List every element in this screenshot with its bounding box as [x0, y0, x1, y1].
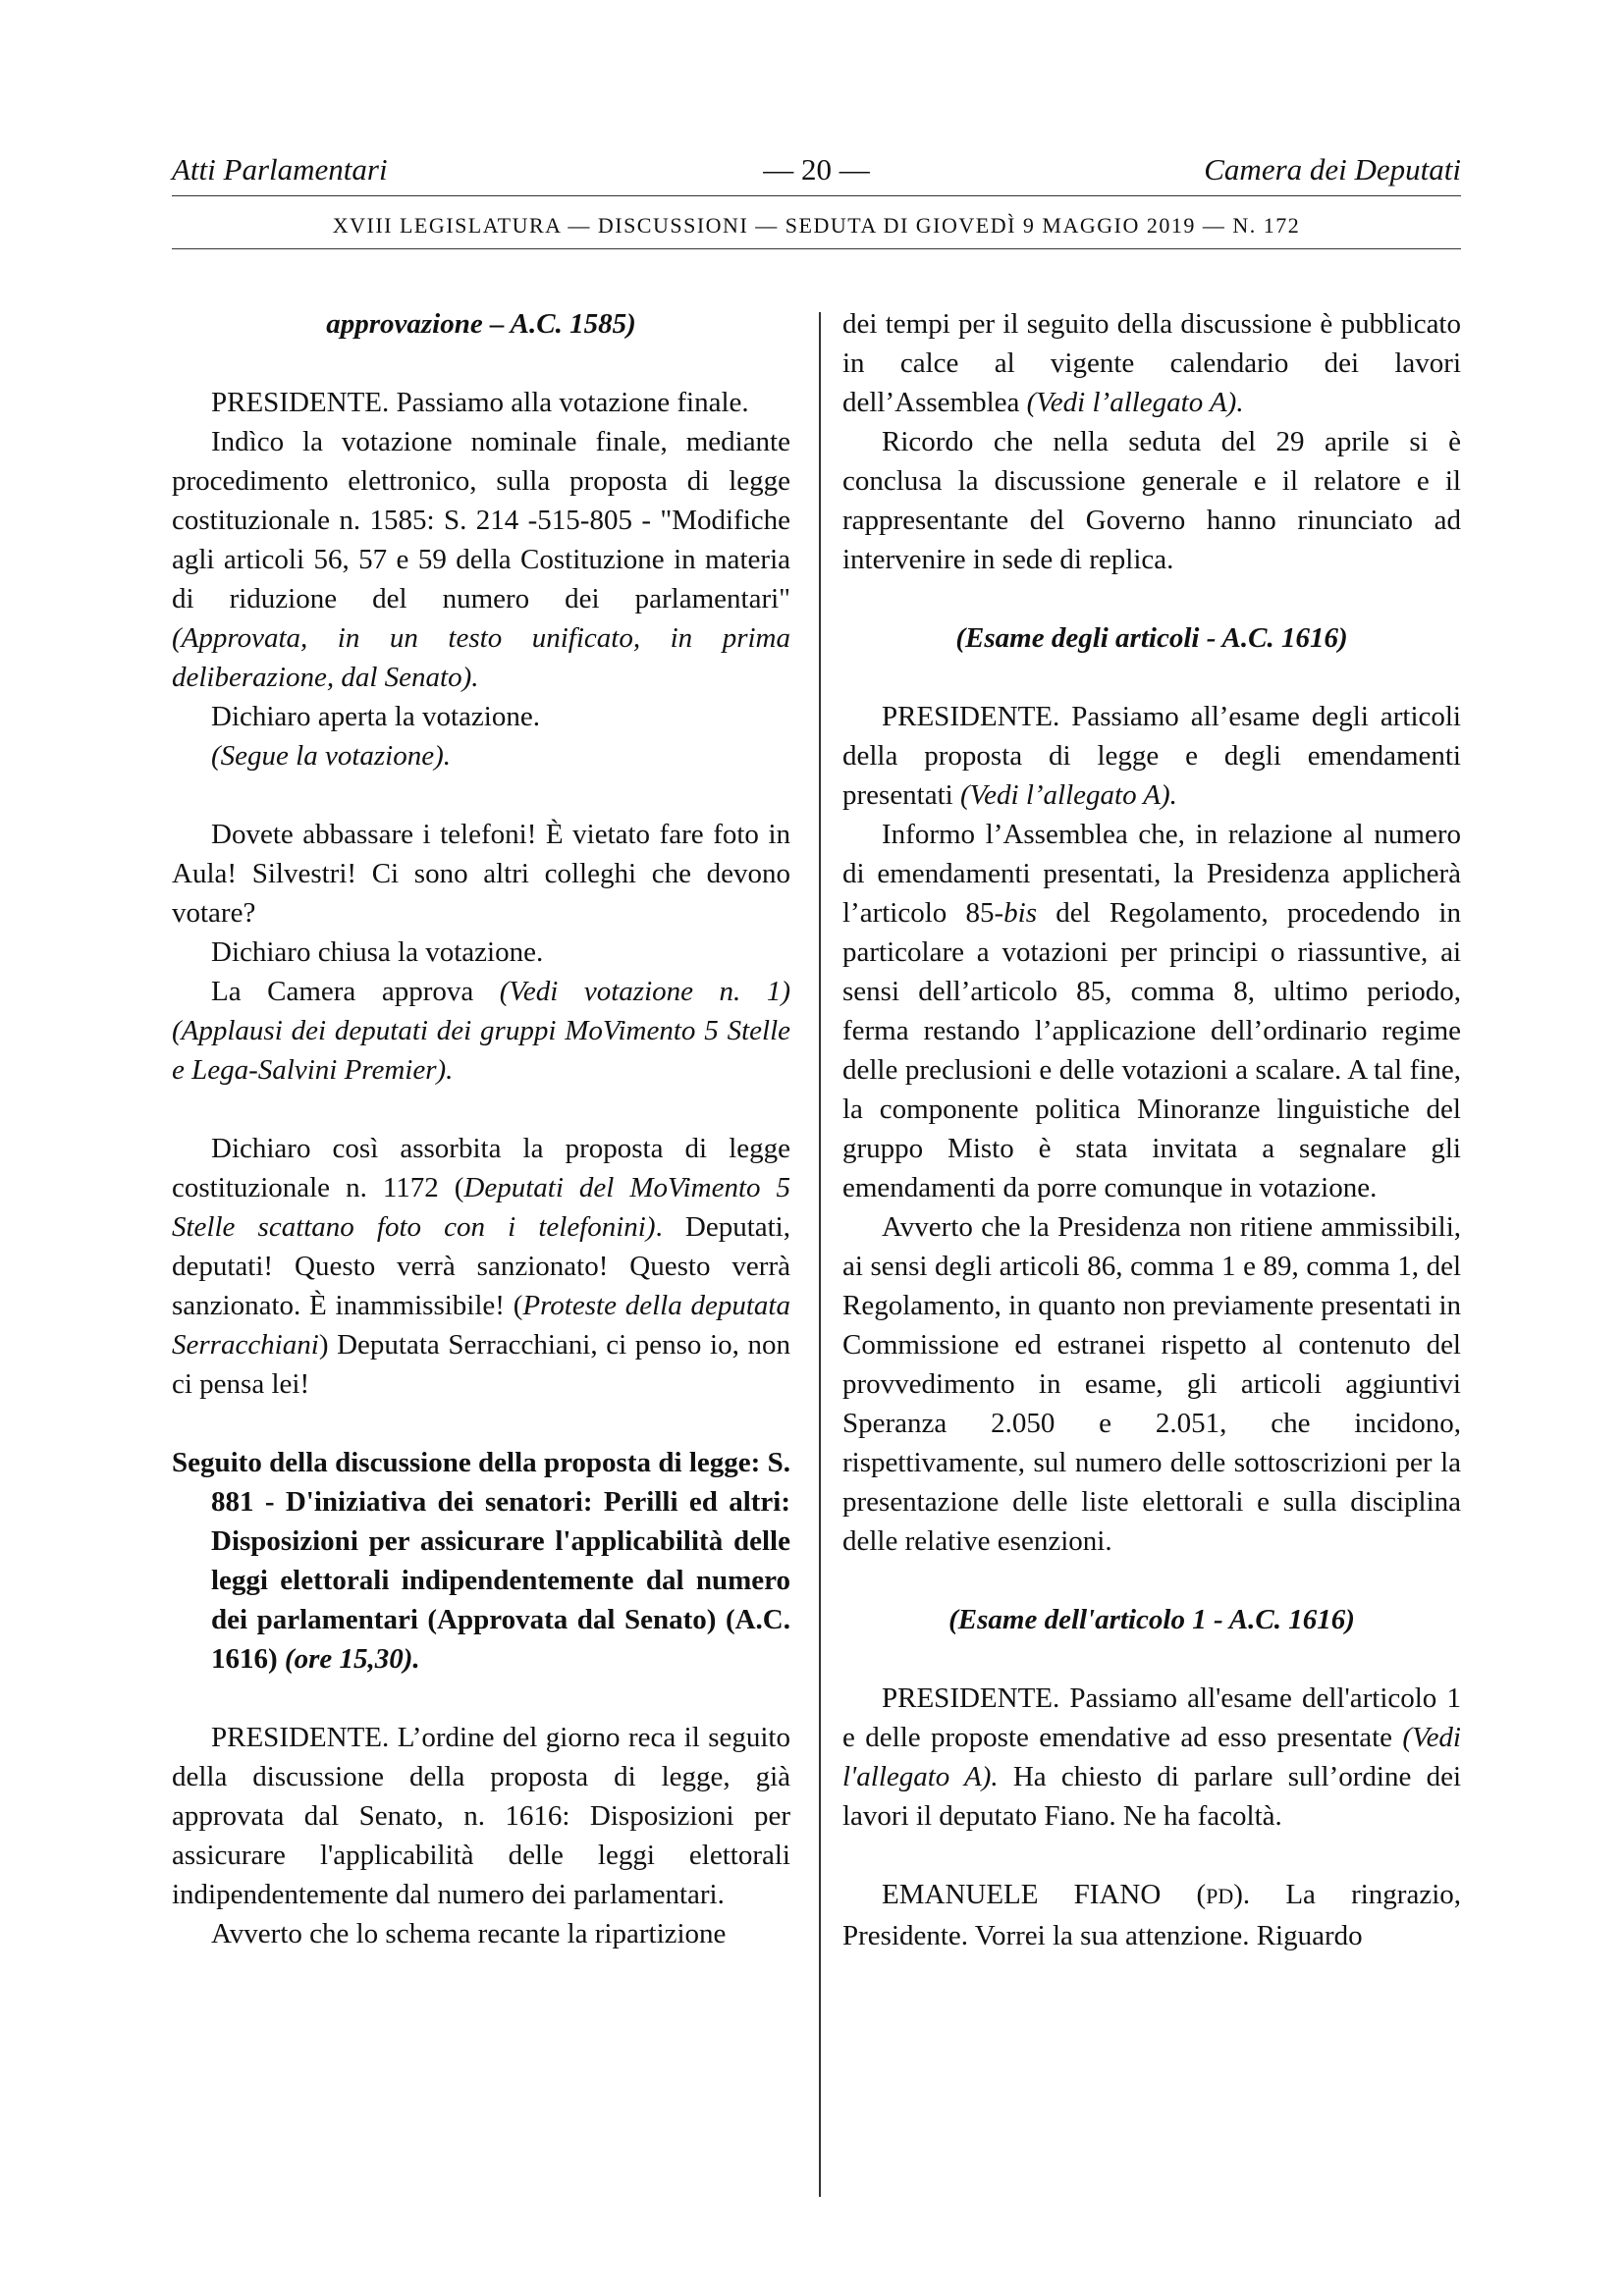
- paragraph: (Segue la votazione).: [211, 740, 452, 772]
- section-heading: (Esame dell'articolo 1 - A.C. 1616): [948, 1604, 1355, 1635]
- section-heading: (Esame degli articoli - A.C. 1616): [955, 622, 1348, 654]
- left-column: [172, 304, 790, 1953]
- header-rule-bottom: [172, 248, 1461, 249]
- section-title: Seguito della discussione della proposta di legge: S. 881 - D'iniziativa dei senatori: Perilli ed altri: Disposizioni per assicurare l'applicabilità delle leggi elettorali indipendentemente dal numero dei parlamentari (Approvata dal Senato) (A.C. 1616) (ore 15,30).: [172, 1447, 790, 1675]
- header-subtitle: XVIII LEGISLATURA — DISCUSSIONI — SEDUTA DI GIOVEDÌ 9 MAGGIO 2019 — N. 172: [332, 213, 1301, 238]
- header-left: Atti Parlamentari: [172, 152, 388, 187]
- header-rule-top: [172, 195, 1461, 196]
- paragraph: Dichiaro così assorbita la proposta di legge costituzionale n. 1172 (Deputati del MoVimento 5 Stelle scattano foto con i telefonini). Deputati, deputati! Questo verrà sanzionato! Questo verrà sanzionato. È inammissibile! (Proteste della deputata Serracchiani) Deputata Serracchiani, ci penso io, non ci pensa lei!: [172, 1133, 791, 1400]
- right-column: [842, 304, 1461, 1955]
- paragraph: PRESIDENTE. Passiamo all’esame degli articoli della proposta di legge e degli emendamenti presentati (Vedi l’allegato A).: [842, 701, 1461, 811]
- paragraph: Dichiaro chiusa la votazione.: [211, 936, 544, 968]
- paragraph: PRESIDENTE. Passiamo alla votazione finale.: [211, 387, 749, 418]
- paragraph: Indìco la votazione nominale finale, mediante procedimento elettronico, sulla proposta di legge costituzionale n. 1585: S. 214 -515-805 - "Modifiche agli articoli 56, 57 e 59 della Costituzione in materia di riduzione del numero dei parlamentari" (Approvata, in un testo unificato, in prima deliberazione, dal Senato).: [172, 426, 790, 693]
- paragraph: Avverto che lo schema recante la ripartizione: [211, 1918, 727, 1949]
- paragraph: Dovete abbassare i telefoni! È vietato fare foto in Aula! Silvestri! Ci sono altri colleghi che devono votare?: [172, 819, 790, 929]
- paragraph: PRESIDENTE. Passiamo all'esame dell'articolo 1 e delle proposte emendative ad esso presentate (Vedi l'allegato A). Ha chiesto di parlare sull’ordine dei lavori il deputato Fiano. Ne ha facoltà.: [842, 1682, 1461, 1832]
- paragraph: EMANUELE FIANO (PD). La ringrazio, Presidente. Vorrei la sua attenzione. Riguardo: [842, 1879, 1462, 1951]
- paragraph: Avverto che la Presidenza non ritiene ammissibili, ai sensi degli articoli 86, comma 1 e 89, comma 1, del Regolamento, in quanto non previamente presentati in Commissione ed estranei rispetto al contenuto del provvedimento in esame, gli articoli aggiuntivi Speranza 2.050 e 2.051, che incidono, rispettivamente, sul numero delle sottoscrizioni per la presentazione delle liste elettorali e sulla disciplina delle relative esenzioni.: [842, 1211, 1461, 1557]
- page-number: — 20 —: [763, 152, 870, 187]
- page-header: [172, 152, 1461, 191]
- paragraph: Dichiaro aperta la votazione.: [211, 701, 540, 732]
- paragraph: La Camera approva (Vedi votazione n. 1) (Applausi dei deputati dei gruppi MoVimento 5 Stelle e Lega-Salvini Premier).: [172, 976, 790, 1086]
- paragraph: PRESIDENTE. L’ordine del giorno reca il seguito della discussione della proposta di legge, già approvata dal Senato, n. 1616: Disposizioni per assicurare l'applicabilità delle leggi elettorali indipendentemente dal numero dei parlamentari.: [172, 1722, 790, 1910]
- section-heading: approvazione – A.C. 1585): [326, 308, 636, 340]
- paragraph: Informo l’Assemblea che, in relazione al numero di emendamenti presentati, la Presidenza applicherà l’articolo 85-bis del Regolamento, procedendo in particolare a votazioni per principi o riassuntive, ai sensi dell’articolo 85, comma 8, ultimo periodo, ferma restando l’applicazione dell’ordinario regime delle preclusioni e delle votazioni a scalare. A tal fine, la componente politica Minoranze linguistiche del gruppo Misto è stata invitata a segnalare gli emendamenti da porre comunque in votazione.: [842, 819, 1461, 1203]
- column-divider: [819, 312, 821, 2197]
- paragraph: Ricordo che nella seduta del 29 aprile si è conclusa la discussione generale e il relatore e il rappresentante del Governo hanno rinunciato ad intervenire in sede di replica.: [842, 426, 1461, 575]
- paragraph: dei tempi per il seguito della discussione è pubblicato in calce al vigente calendario dei lavori dell’Assemblea (Vedi l’allegato A).: [842, 308, 1461, 418]
- header-right: Camera dei Deputati: [1204, 152, 1461, 187]
